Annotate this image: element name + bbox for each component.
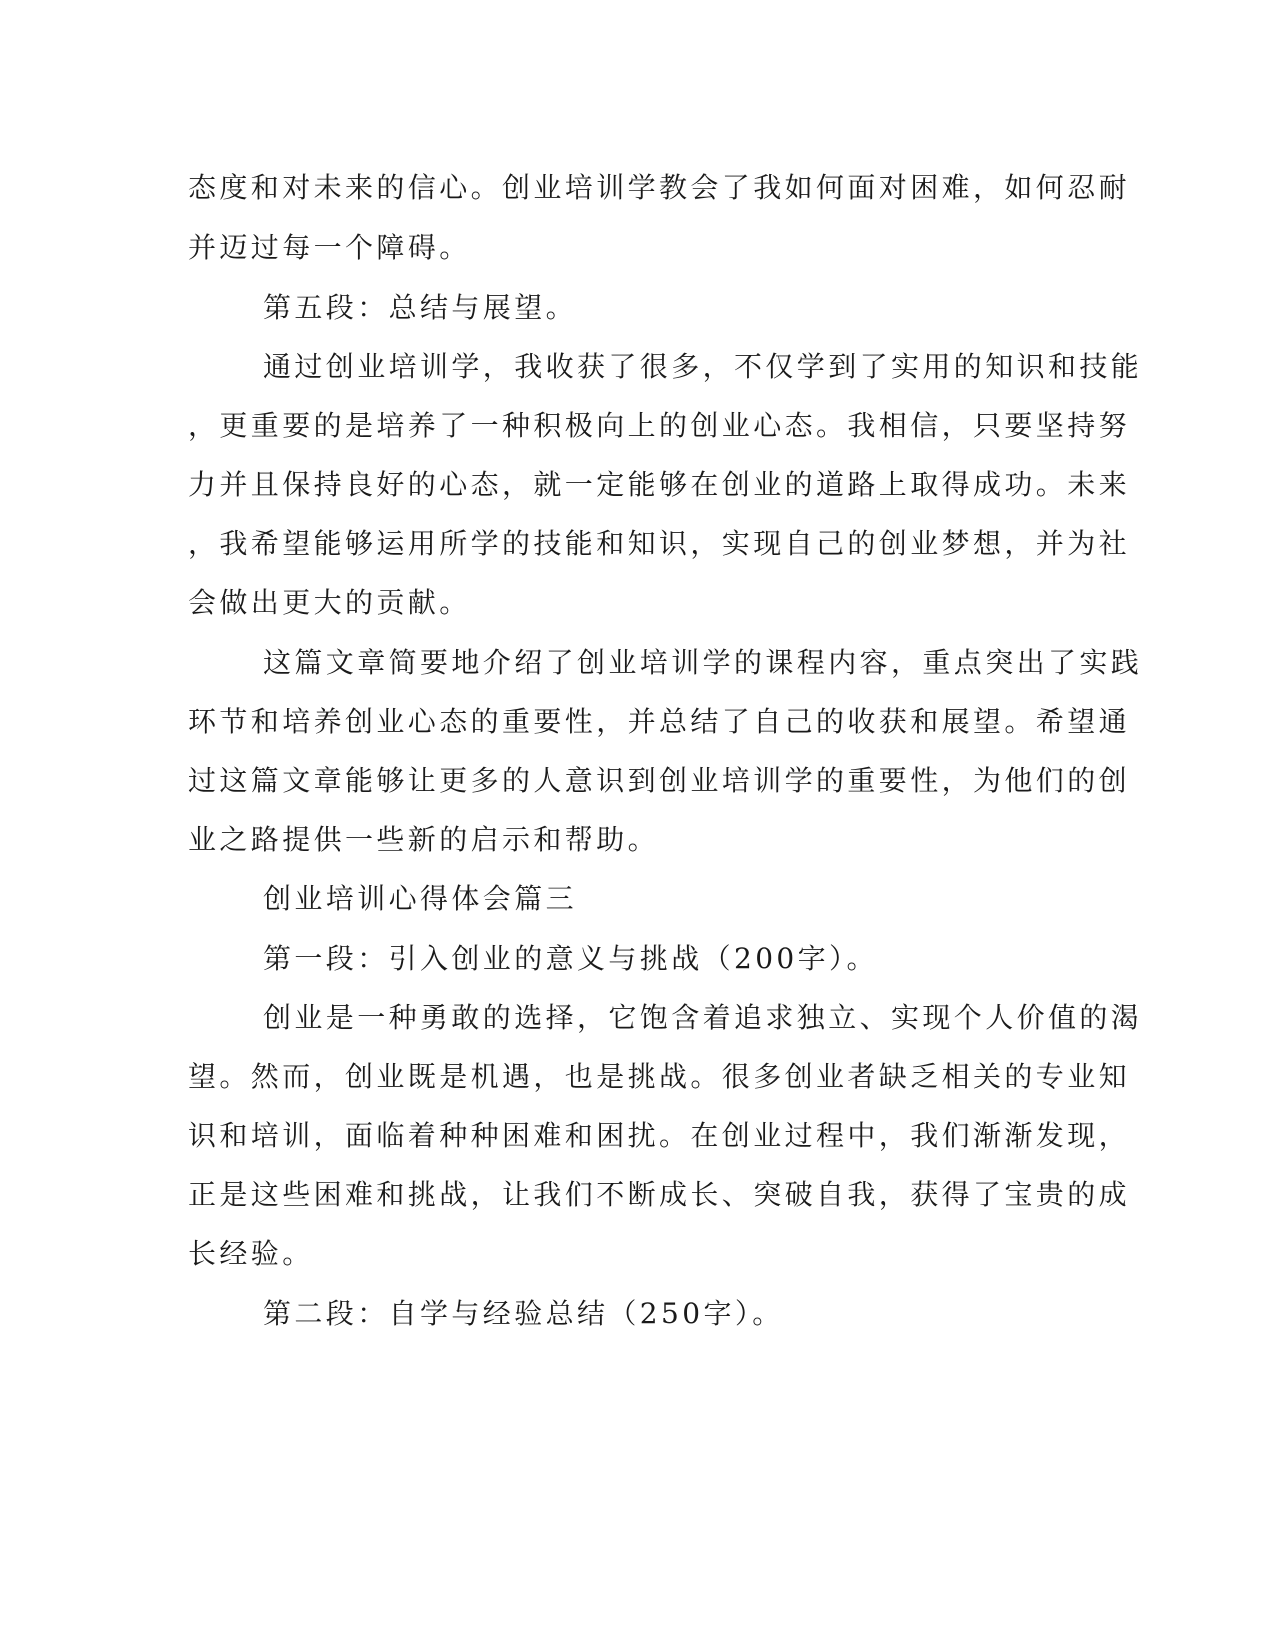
section-heading: 第二段：自学与经验总结（250字）。 bbox=[263, 1297, 784, 1330]
section-heading: 第五段：总结与展望。 bbox=[263, 291, 578, 324]
text-line: 正是这些困难和挑战，让我们不断成长、突破自我，获得了宝贵的成 bbox=[188, 1178, 1131, 1211]
text-line: 态度和对未来的信心。创业培训学教会了我如何面对困难，如何忍耐 bbox=[188, 171, 1131, 204]
text-line: 长经验。 bbox=[188, 1237, 314, 1270]
text-line: 识和培训，面临着种种困难和困扰。在创业过程中，我们渐渐发现， bbox=[188, 1119, 1131, 1152]
text-line: 通过创业培训学，我收获了很多，不仅学到了实用的知识和技能 bbox=[263, 350, 1143, 383]
text-line: 创业是一种勇敢的选择，它饱含着追求独立、实现个人价值的渴 bbox=[263, 1001, 1143, 1034]
text-line: ，我希望能够运用所学的技能和知识，实现自己的创业梦想，并为社 bbox=[188, 527, 1131, 560]
text-line: 望。然而，创业既是机遇，也是挑战。很多创业者缺乏相关的专业知 bbox=[188, 1060, 1131, 1093]
text-line: 过这篇文章能够让更多的人意识到创业培训学的重要性，为他们的创 bbox=[188, 764, 1131, 797]
section-heading: 第一段：引入创业的意义与挑战（200字）。 bbox=[263, 942, 878, 975]
text-line: 业之路提供一些新的启示和帮助。 bbox=[188, 823, 660, 856]
text-line: 会做出更大的贡献。 bbox=[188, 586, 471, 619]
article-title: 创业培训心得体会篇三 bbox=[263, 882, 578, 915]
text-line: 力并且保持良好的心态，就一定能够在创业的道路上取得成功。未来 bbox=[188, 468, 1131, 501]
text-line: 这篇文章简要地介绍了创业培训学的课程内容，重点突出了实践 bbox=[263, 646, 1143, 679]
text-line: 并迈过每一个障碍。 bbox=[188, 231, 471, 264]
text-line: 环节和培养创业心态的重要性，并总结了自己的收获和展望。希望通 bbox=[188, 705, 1131, 738]
text-line: ，更重要的是培养了一种积极向上的创业心态。我相信，只要坚持努 bbox=[188, 409, 1131, 442]
